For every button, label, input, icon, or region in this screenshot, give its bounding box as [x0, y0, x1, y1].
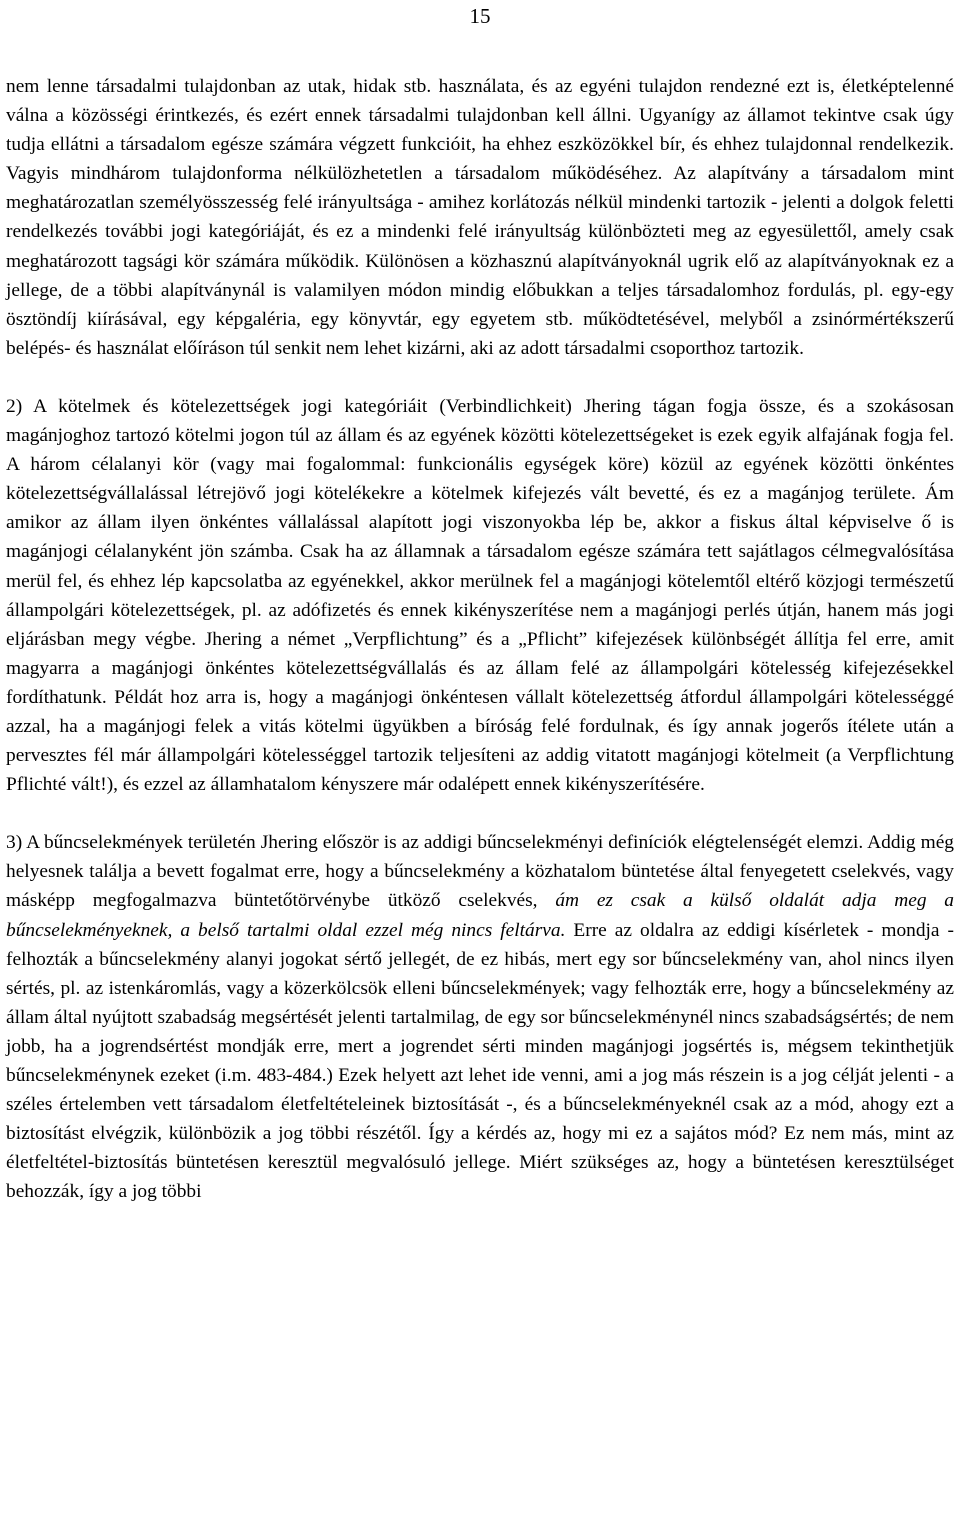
paragraph-2: 2) A kötelmek és kötelezettségek jogi kategóriáit (Verbindlichkeit) Jhering tágan fogja össze, és a szokásosan magánjoghoz tartozó kötelmi jogon túl az állam és az egyének közötti kötelezettségeket is ezek egyik alfajának fogja fel. A három célalanyi kör (vagy mai fogalommal: funkcionális egységek köre) közül az egyének közötti önkéntes kötelezettségvállalással létrejövő jogi kötelékekre a kötelmek kifejezés vált bevetté, és ez a magánjog területe. Ám amikor az állam ilyen önkéntes vállalással alapított jogi viszonyokba lép be, akkor a fiskus által képviselve ő is magánjogi célalanyként jön számba. Csak ha az államnak a társadalom egésze számára tett sajátlagos célmegvalósítása merül fel, és ehhez lép kapcsolatba az egyénekkel, akkor merülnek fel a magánjogi kötelemtől eltérő közjogi természetű állampolgári kötelezettségek, pl. az adófizetés és ennek kikényszerítése nem a magánjogi perlés útján, hanem más jogi eljárásban megy végbe. Jhering a német „Verpflichtung” és a „Pflicht” kifejezések különbségét állítja fel erre, amit magyarra a magánjogi önkéntes kötelezettségvállalás és az állam felé az állampolgári kötelesség kifejezésekkel fordíthatunk. Példát hoz arra is, hogy a magánjogi önkéntesen vállalt kötelezettség átfordul állampolgári kötelességgé azzal, ha a magánjogi felek a vitás kötelmi ügyükben a bíróság felé fordulnak, és így annak jogerős ítélete után a pervesztes fél már állampolgári kötelességgel tartozik teljesíteni az addig vitatott magánjogi kötelmeit (a Verpflichtung Pflichté vált!), és ezzel az államhatalom kényszere már odalépett ennek kikényszerítésére.: [6, 395, 954, 796]
paragraph-3-italic-text: ám ez csak a külső oldalát adja meg a bűncselekményeknek, a belső tartalmi oldal ezzel még nincs feltárva.: [6, 890, 954, 941]
paragraph-1: nem lenne társadalmi tulajdonban az utak, hidak stb. használata, és az egyéni tulajdon rendezné ezt is, életképtelenné válna a közösségi érintkezés, és ezért ennek társadalmi tulajdonban kell állni. Ugyanígy az államot tekintve csak úgy tudja ellátni a társadalom egésze számára végzett funkcióit, ha ehhez eszközökkel bír, és ehhez tulajdonnal rendelkezik. Vagyis mindhárom tulajdonforma nélkülözhetetlen a társadalom működéséhez. Az alapítvány a társadalom mint meghatározatlan személyösszesség felé irányultsága - amihez korlátozás nélkül mindenki tartozik - jelenti a dolgok feletti rendelkezés további jogi kategóriáját, és ez a mindenki felé irányultság különbözteti meg az egyesülettől, amely csak meghatározott tagsági kör számára működik. Különösen a közhasznú alapítványoknál ugrik elő az alapítványoknak ez a jellege, de a többi alapítványnál is valamilyen módon mindig előbukkan a teljes társadalomhoz fordulás, pl. egy-egy ösztöndíj kiírásával, egy képgaléria, egy könyvtár, egy egyetem stb. működtetésével, melyből a zsinórmértékszerű belépés- és használat előíráson túl senkit nem lehet kizárni, aki az adott társadalmi csoporthoz tartozik.: [6, 76, 954, 359]
page-number-text: 15: [469, 4, 491, 28]
paragraph-3: [6, 828, 954, 1206]
document-body: [6, 72, 954, 1206]
paragraph-3-text-before: 3) A bűncselekmények területén Jhering először is az addigi bűncselekményi definíciók elégtelenségét elemzi. Addig még helyesnek találja a bevett fogalmat erre, hogy a bűncselekmény a közhatalom büntetése által fenyegetett cselekvés, vagy másképp megfogalmazva büntetőtörvénybe ütköző cselekvés,: [6, 832, 954, 912]
page-number: [0, 4, 960, 28]
paragraph-3-text-after: Erre az oldalra az eddigi kísérletek - mondja - felhozták a bűncselekmény alanyi jogokat sértő jellegét, de ez hibás, mert egy sor bűncselekmény van, ahol nincs ilyen sértés, pl. az istenkáromlás, vagy a közerkölcsök elleni bűncselekmények; vagy felhozták erre, hogy a bűncselekmény az állam által nyújtott szabadság megsértését jelenti tartalmilag, de egy sor bűncselekménynél nincs szabadságsértés; de nem jobb, ha a jogrendsértést mondják erre, mert a jogrendet sérti minden magánjogi jogsértés is, mégsem tekinthetjük bűncselekménynek ezeket (i.m. 483-484.) Ezek helyett azt lehet ide venni, ami a jog más részein is a jog célját jelenti - a széles értelemben vett társadalom életfeltételeinek biztosítását -, és a bűncselekményeknél csak az a mód, ahogy ezt a biztosítást elvégzik, különbözik a jog többi részétől. Így a kérdés az, hogy mi ez a sajátos mód? Ez nem más, mint az életfeltétel-biztosítás büntetésen keresztül megvalósuló jellege. Miért szükséges az, hogy a büntetésen keresztülséget behozzák, így a jog többi: [6, 919, 954, 1203]
